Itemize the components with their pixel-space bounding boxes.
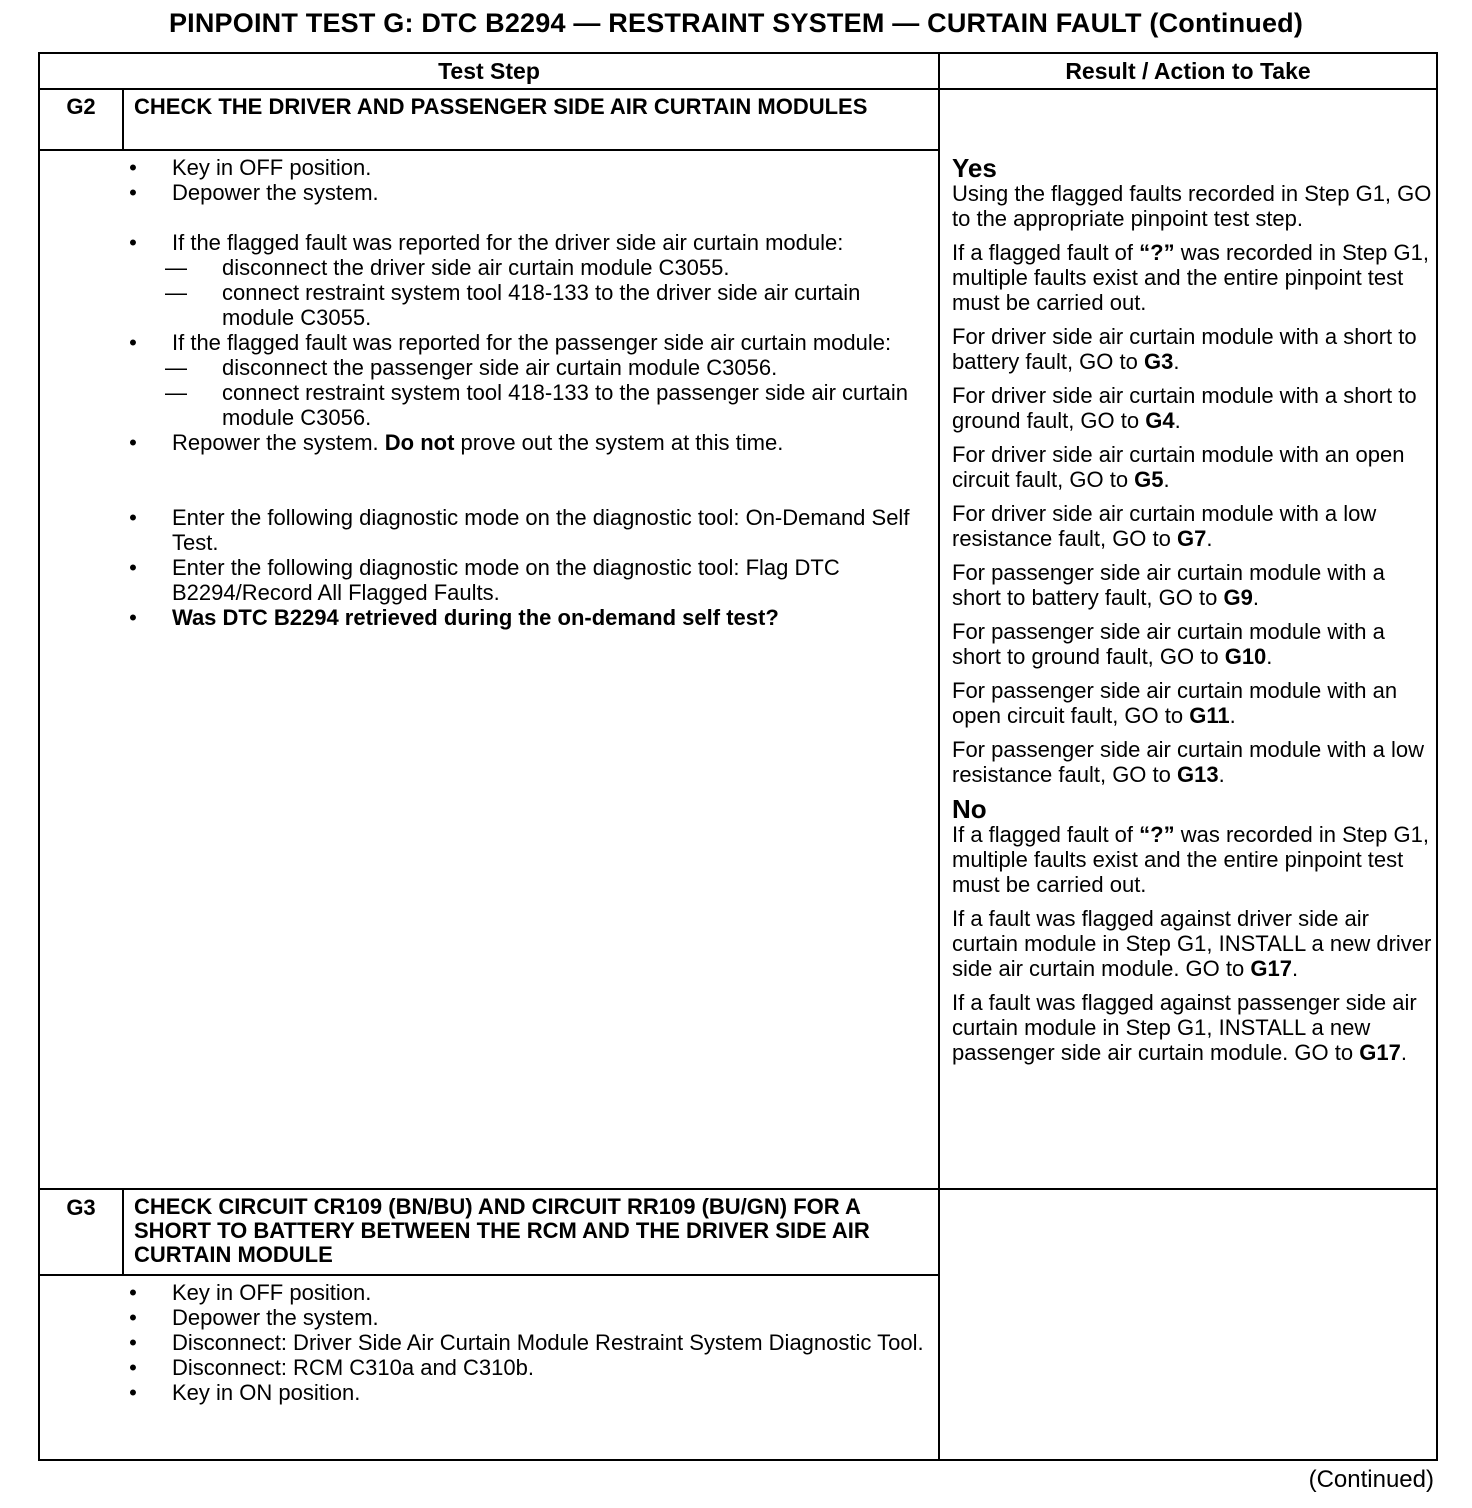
emphasis-text: Do not — [384, 430, 455, 455]
result-text: If a fault was flagged against driver side air curtain module in Step G1, INSTALL a new driver side air curtain module. GO to — [952, 906, 1432, 981]
list-item-text: Enter the following diagnostic mode on the diagnostic tool: Flag DTC B2294/Record All Flagged Faults. — [172, 555, 840, 605]
list-item — [128, 1330, 928, 1355]
bullet-icon: • — [129, 1305, 137, 1330]
list-item — [128, 1305, 928, 1330]
list-item-text: Disconnect: Driver Side Air Curtain Module Restraint System Diagnostic Tool. — [172, 1330, 924, 1355]
no-heading: No — [952, 794, 987, 824]
bullet-icon: • — [129, 1280, 137, 1305]
list-item-text: connect restraint system tool 418-133 to the driver side air curtain module C3055. — [222, 280, 861, 330]
result-item — [952, 560, 1437, 610]
list-item-text: Depower the system. — [172, 1305, 379, 1330]
header-test-step: Test Step — [438, 58, 540, 84]
g2-instructions — [128, 155, 928, 630]
result-text: . — [1206, 526, 1213, 551]
list-item-text: prove out the system at this time. — [454, 430, 784, 455]
list-item-text: connect restraint system tool 418-133 to the passenger side air curtain module C3056. — [222, 380, 909, 430]
result-text: For passenger side air curtain module with a low resistance fault, GO to — [952, 737, 1425, 787]
result-item — [952, 181, 1437, 231]
bullet-icon: • — [129, 1380, 137, 1405]
result-emphasis: “?” — [1139, 822, 1175, 847]
sub-list-item — [128, 255, 928, 280]
result-text: was recorded in Step G1, multiple faults exist and the entire pinpoint test must be carried out. — [952, 240, 1429, 315]
g2-title-underline — [40, 149, 938, 151]
g2-result — [952, 155, 1437, 1074]
step-reference: G11 — [1189, 703, 1230, 728]
result-text: . — [1266, 644, 1273, 669]
page-title: PINPOINT TEST G: DTC B2294 — RESTRAINT SYSTEM — CURTAIN FAULT (Continued) — [168, 8, 1304, 38]
bullet-icon: • — [129, 330, 137, 355]
result-item — [952, 737, 1437, 787]
list-item — [128, 430, 928, 455]
step-id-g2: G2 — [66, 94, 96, 119]
list-item — [128, 155, 928, 180]
bullet-icon: • — [129, 555, 137, 580]
step-reference: G17 — [1359, 1040, 1401, 1065]
result-text: If a fault was flagged against passenger side air curtain module in Step G1, INSTALL a new passenger side air curtain module. GO to — [952, 990, 1417, 1065]
list-item-text: If the flagged fault was reported for the passenger side air curtain module: — [172, 330, 892, 355]
list-item — [128, 330, 928, 355]
header-divider — [40, 88, 1436, 90]
question-text: Was DTC B2294 retrieved during the on-demand self test? — [172, 605, 779, 630]
header-result-action: Result / Action to Take — [1065, 58, 1311, 84]
result-item — [952, 906, 1437, 981]
continued-label: (Continued) — [1308, 1466, 1434, 1493]
result-emphasis: “?” — [1139, 240, 1175, 265]
sub-list-item — [128, 380, 928, 430]
result-text: For driver side air curtain module with a short to ground fault, GO to — [952, 383, 1417, 433]
result-item — [952, 442, 1437, 492]
pinpoint-test-table — [38, 52, 1438, 1461]
g3-id-divider — [122, 1188, 124, 1275]
result-item — [952, 383, 1437, 433]
step-reference: G9 — [1223, 585, 1253, 610]
list-item — [128, 230, 928, 255]
list-item-text: If the flagged fault was reported for the driver side air curtain module: — [172, 230, 844, 255]
list-item — [128, 555, 928, 605]
result-text: For passenger side air curtain module with an open circuit fault, GO to — [952, 678, 1398, 728]
result-text: . — [1400, 1040, 1407, 1065]
result-text: . — [1163, 467, 1170, 492]
result-text: was recorded in Step G1, multiple faults exist and the entire pinpoint test must be carried out. — [952, 822, 1429, 897]
dash-icon: — — [165, 355, 187, 380]
result-text: For passenger side air curtain module with a short to battery fault, GO to — [952, 560, 1385, 610]
result-text: . — [1173, 349, 1180, 374]
step-reference: G10 — [1224, 644, 1267, 669]
result-item — [952, 990, 1437, 1065]
list-item-text: Depower the system. — [172, 180, 379, 205]
result-text: For driver side air curtain module with a short to battery fault, GO to — [952, 324, 1417, 374]
result-item — [952, 822, 1437, 897]
g3-title-underline — [40, 1274, 938, 1276]
step-reference: G17 — [1250, 956, 1292, 981]
dash-icon: — — [165, 280, 187, 305]
step-reference: G3 — [1143, 349, 1174, 374]
sub-list-item — [128, 355, 928, 380]
bullet-icon: • — [129, 430, 137, 455]
list-item-text: Repower the system. — [172, 430, 385, 455]
g2-id-divider — [122, 88, 124, 150]
dash-icon: — — [165, 380, 187, 405]
step-reference: G5 — [1134, 467, 1164, 492]
bullet-icon: • — [129, 605, 137, 630]
list-item-text: Key in OFF position. — [172, 1280, 372, 1305]
result-text: For passenger side air curtain module with a short to ground fault, GO to — [952, 619, 1385, 669]
dash-icon: — — [165, 255, 187, 280]
result-text: For driver side air curtain module with a low resistance fault, GO to — [952, 501, 1377, 551]
list-item-text: Key in OFF position. — [172, 155, 372, 180]
result-item — [952, 619, 1437, 669]
result-item — [952, 324, 1437, 374]
list-item — [128, 1380, 928, 1405]
list-item — [128, 180, 928, 205]
result-item — [952, 240, 1437, 315]
step-title-g3: CHECK CIRCUIT CR109 (BN/BU) AND CIRCUIT RR109 (BU/GN) FOR A SHORT TO BATTERY BETWEEN THE RCM AND THE DRIVER SIDE AIR CURTAIN MODULE — [134, 1194, 870, 1267]
step-id-g3: G3 — [66, 1195, 96, 1220]
list-item-text: Enter the following diagnostic mode on the diagnostic tool: On-Demand Self Test. — [172, 505, 910, 555]
bullet-icon: • — [129, 180, 137, 205]
bullet-icon: • — [129, 505, 137, 530]
list-item-text: Key in ON position. — [172, 1380, 361, 1405]
list-item — [128, 505, 928, 555]
result-text: . — [1218, 762, 1225, 787]
bullet-icon: • — [129, 230, 137, 255]
result-text: For driver side air curtain module with an open circuit fault, GO to — [952, 442, 1405, 492]
result-text: If a flagged fault of — [952, 822, 1140, 847]
result-text: If a flagged fault of — [952, 240, 1140, 265]
bullet-icon: • — [129, 1330, 137, 1355]
sub-list-item — [128, 280, 928, 330]
step-reference: G7 — [1176, 526, 1207, 551]
result-text: . — [1174, 408, 1181, 433]
result-item — [952, 501, 1437, 551]
g3-instructions — [128, 1280, 928, 1405]
list-item — [128, 1280, 928, 1305]
list-item — [128, 605, 928, 630]
list-item — [128, 1355, 928, 1380]
list-item-text: disconnect the passenger side air curtain module C3056. — [222, 355, 778, 380]
row-divider — [40, 1188, 1436, 1190]
list-item-text: Disconnect: RCM C310a and C310b. — [172, 1355, 534, 1380]
yes-heading: Yes — [952, 153, 997, 183]
result-text: Using the flagged faults recorded in Step G1, GO to the appropriate pinpoint test step. — [952, 181, 1432, 231]
list-item-text: disconnect the driver side air curtain module C3055. — [222, 255, 730, 280]
bullet-icon: • — [129, 1355, 137, 1380]
step-title-g2: CHECK THE DRIVER AND PASSENGER SIDE AIR CURTAIN MODULES — [134, 94, 868, 119]
step-reference: G4 — [1145, 408, 1175, 433]
column-divider — [938, 54, 940, 1459]
result-item — [952, 678, 1437, 728]
bullet-icon: • — [129, 155, 137, 180]
result-text: . — [1291, 956, 1299, 981]
step-reference: G13 — [1176, 762, 1219, 787]
result-text: . — [1229, 703, 1236, 728]
result-text: . — [1252, 585, 1259, 610]
